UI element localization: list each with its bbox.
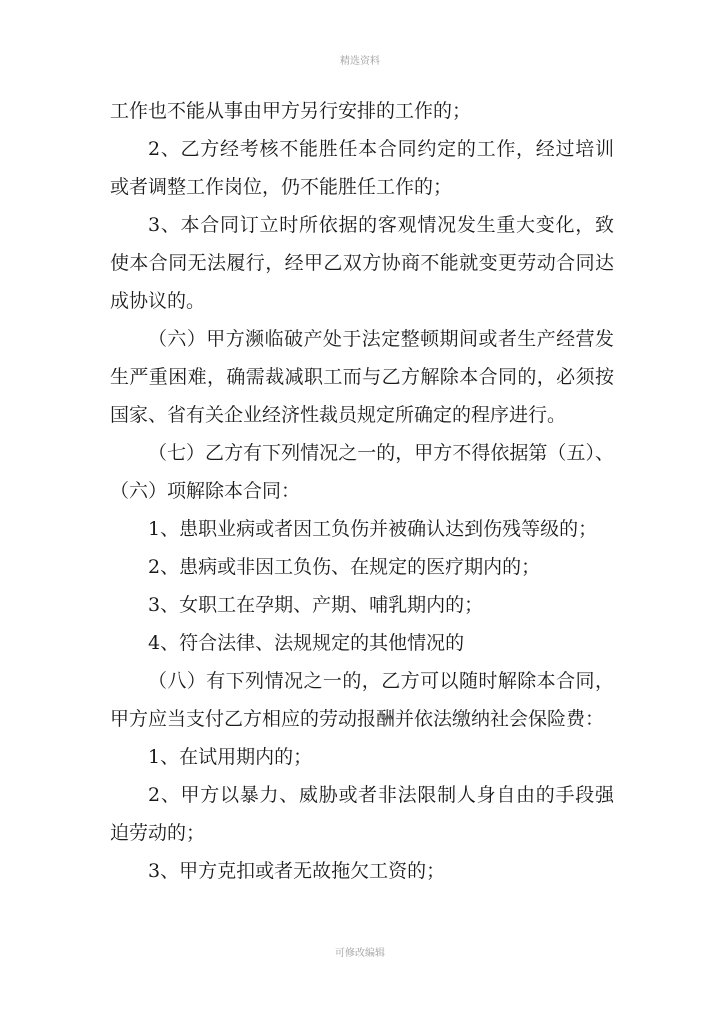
paragraph-item-2: 2、乙方经考核不能胜任本合同约定的工作，经过培训或者调整工作岗位，仍不能胜任工作的；: [110, 138, 614, 198]
paragraph-clause-8-item-2: 2、甲方以暴力、威胁或者非法限制人身自由的手段强迫劳动的；: [110, 784, 614, 844]
paragraph-clause-7: （七）乙方有下列情况之一的，甲方不得依据第（五）、（六）项解除本合同：: [110, 442, 614, 502]
paragraph-clause-7-item-4: 4、符合法律、法规规定的其他情况的: [148, 632, 465, 654]
paragraph-continuation: 工作也不能从事由甲方另行安排的工作的；: [110, 100, 472, 122]
paragraph-item-3: 3、本合同订立时所依据的客观情况发生重大变化，致使本合同无法履行，经甲乙双方协商不能就变更劳动合同达成协议的。: [110, 214, 614, 312]
document-body: [110, 92, 614, 890]
page-footer-note: 可修改编辑: [335, 948, 385, 959]
page-header-note: 精选资料: [340, 56, 380, 67]
paragraph-clause-6: （六）甲方濒临破产处于法定整顿期间或者生产经营发生严重困难，确需裁减职工而与乙方解除本合同的，必须按国家、省有关企业经济性裁员规定所确定的程序进行。: [110, 328, 614, 426]
paragraph-clause-7-item-1: 1、患职业病或者因工负伤并被确认达到伤残等级的；: [148, 518, 598, 540]
paragraph-clause-8: （八）有下列情况之一的，乙方可以随时解除本合同，甲方应当支付乙方相应的劳动报酬并依法缴纳社会保险费：: [110, 670, 614, 730]
paragraph-clause-7-item-3: 3、女职工在孕期、产期、哺乳期内的；: [148, 594, 484, 616]
paragraph-clause-8-item-1: 1、在试用期内的；: [148, 746, 313, 768]
paragraph-clause-8-item-3: 3、甲方克扣或者无故拖欠工资的；: [148, 860, 446, 882]
paragraph-clause-7-item-2: 2、患病或非因工负伤、在规定的医疗期内的；: [148, 556, 541, 578]
